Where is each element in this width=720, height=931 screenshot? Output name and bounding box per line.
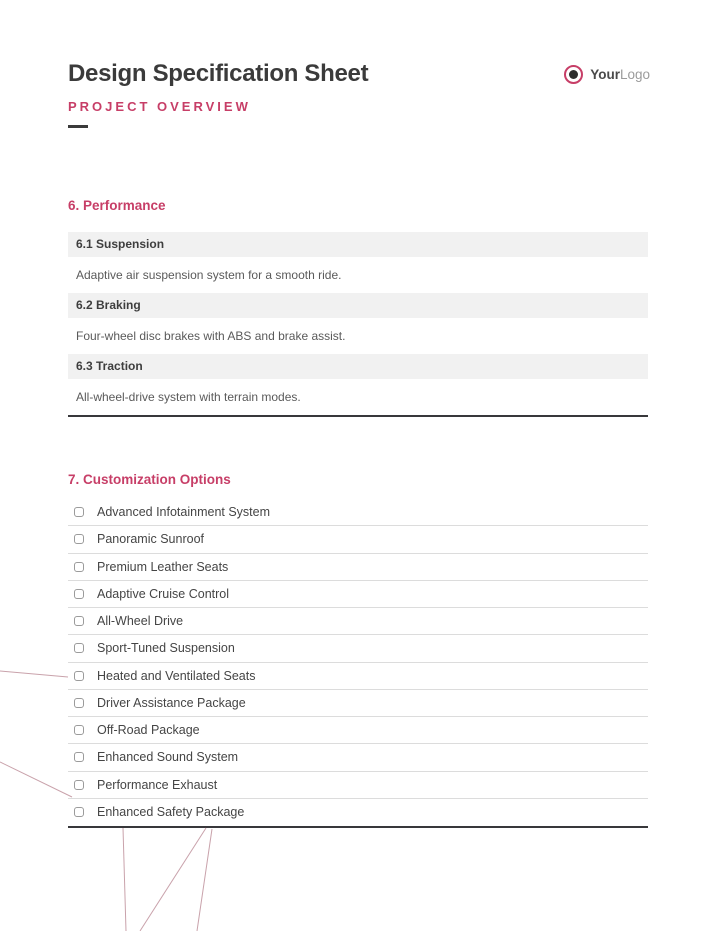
- section-performance: [68, 198, 648, 417]
- section-customization: [68, 472, 648, 828]
- checkbox-icon[interactable]: [74, 780, 84, 790]
- checkbox-icon[interactable]: [74, 752, 84, 762]
- checklist-item-label: Adaptive Cruise Control: [97, 586, 230, 601]
- checklist-item: [68, 608, 648, 635]
- decorative-line: [0, 671, 68, 677]
- checklist-item-label: Sport-Tuned Suspension: [97, 641, 235, 656]
- spec-item-description: Adaptive air suspension system for a smooth ride.: [76, 268, 342, 282]
- checkbox-icon[interactable]: [74, 698, 84, 708]
- spec-item-description: All-wheel-drive system with terrain modes.: [76, 390, 301, 404]
- logo-icon: [564, 65, 583, 84]
- performance-spec-list: [68, 232, 648, 415]
- checkbox-icon[interactable]: [74, 807, 84, 817]
- checklist-item: [68, 690, 648, 717]
- checklist-item-label: Panoramic Sunroof: [97, 532, 205, 547]
- customization-heading: 7. Customization Options: [68, 472, 231, 487]
- checklist-item: [68, 744, 648, 771]
- decorative-line: [197, 829, 212, 931]
- checkbox-icon[interactable]: [74, 643, 84, 653]
- checklist-item-label: Performance Exhaust: [97, 777, 218, 792]
- checklist-item: [68, 581, 648, 608]
- decorative-line: [140, 828, 206, 931]
- page-title: Design Specification Sheet: [68, 60, 369, 87]
- checklist-item-label: Heated and Ventilated Seats: [97, 668, 256, 683]
- performance-heading: 6. Performance: [68, 198, 166, 213]
- checklist-item: [68, 635, 648, 662]
- checklist-item: [68, 499, 648, 526]
- checkbox-icon[interactable]: [74, 507, 84, 517]
- decorative-line: [0, 762, 72, 797]
- logo-dot-icon: [569, 70, 578, 79]
- spec-item-label: 6.2 Braking: [68, 293, 648, 318]
- checklist-item: [68, 663, 648, 690]
- spec-item-description: Four-wheel disc brakes with ABS and brake assist.: [76, 329, 346, 343]
- checklist-item-label: Advanced Infotainment System: [97, 505, 271, 520]
- checklist-item-label: Enhanced Safety Package: [97, 805, 245, 820]
- page-subtitle: PROJECT OVERVIEW: [68, 99, 251, 114]
- checklist-item: [68, 799, 648, 826]
- checklist-item: [68, 554, 648, 581]
- checklist-item-label: Off-Road Package: [97, 723, 200, 738]
- checklist-item-label: Enhanced Sound System: [97, 750, 239, 765]
- logo-text-light: Logo: [619, 67, 650, 82]
- checklist-item: [68, 772, 648, 799]
- checkbox-icon[interactable]: [74, 616, 84, 626]
- checklist-item-label: All-Wheel Drive: [97, 614, 184, 629]
- checkbox-icon[interactable]: [74, 534, 84, 544]
- spec-item-label: 6.1 Suspension: [68, 232, 648, 257]
- checkbox-icon[interactable]: [74, 671, 84, 681]
- checklist-item-label: Driver Assistance Package: [97, 695, 246, 710]
- checkbox-icon[interactable]: [74, 589, 84, 599]
- document-header: [68, 60, 652, 128]
- checkbox-icon[interactable]: [74, 562, 84, 572]
- title-dash: [68, 125, 88, 128]
- checkbox-icon[interactable]: [74, 725, 84, 735]
- checklist-item-label: Premium Leather Seats: [97, 559, 229, 574]
- checklist-item: [68, 717, 648, 744]
- checklist-item: [68, 526, 648, 553]
- customization-checklist: [68, 499, 648, 826]
- logo: [564, 65, 650, 84]
- logo-text: [590, 67, 650, 82]
- decorative-line: [123, 828, 126, 931]
- spec-item-label: 6.3 Traction: [68, 354, 648, 379]
- logo-text-bold: Your: [590, 67, 620, 82]
